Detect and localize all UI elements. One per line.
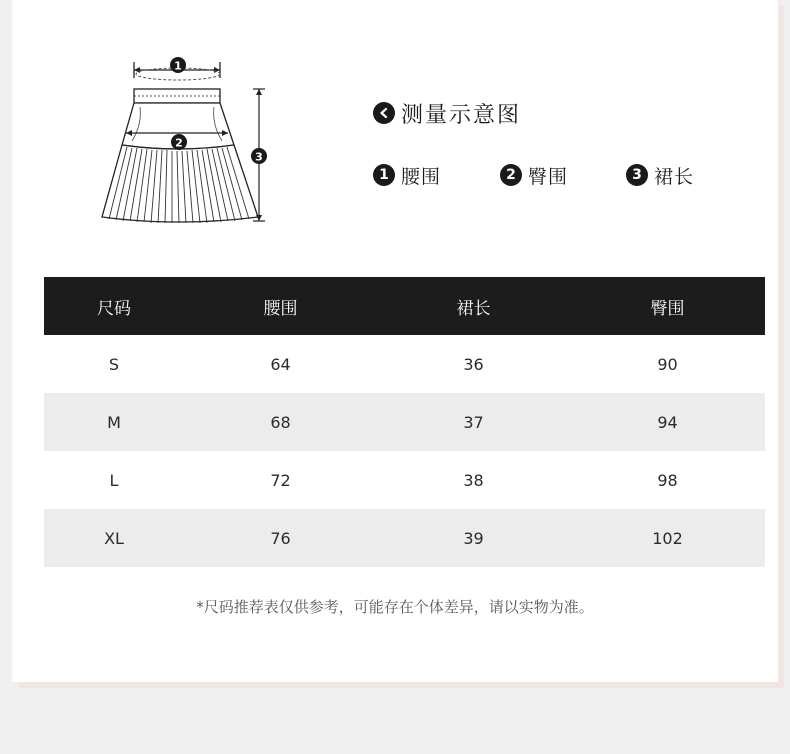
cell-length: 39	[377, 509, 570, 567]
cell-hip: 94	[570, 393, 765, 451]
cell-waist: 64	[270, 354, 291, 374]
header-length: 裙长	[377, 277, 570, 335]
legend-number: 2	[500, 164, 522, 186]
legend-number: 1	[373, 164, 395, 186]
size-table	[44, 277, 765, 567]
table-row	[44, 335, 765, 393]
skirt-diagram	[82, 45, 282, 235]
table-row	[44, 393, 765, 451]
header-size: 尺码	[44, 277, 184, 335]
header-waist: 腰围	[184, 277, 377, 335]
legend-label: 臀围	[528, 165, 569, 188]
chevron-left-icon	[373, 102, 395, 124]
legend-item-length	[626, 161, 694, 189]
cell-length: 38	[463, 470, 484, 490]
legend-label: 腰围	[401, 165, 442, 188]
diagram-title-text: 测量示意图	[401, 102, 522, 128]
cell-size: M	[44, 393, 184, 451]
cell-hip: 102	[570, 509, 765, 567]
length-marker	[251, 148, 267, 164]
table-row	[44, 451, 765, 509]
legend-number: 3	[626, 164, 648, 186]
table-row	[44, 509, 765, 567]
cell-size: L	[109, 470, 119, 490]
legend-label: 裙长	[654, 165, 695, 188]
diagram-title	[373, 96, 521, 130]
table-header-row	[44, 277, 765, 335]
cell-hip: 90	[657, 354, 678, 374]
legend-item-hip	[500, 161, 568, 189]
cell-length: 36	[463, 354, 484, 374]
cell-waist: 76	[184, 509, 377, 567]
skirt-illustration	[82, 45, 282, 235]
header-hip: 臀围	[570, 277, 765, 335]
cell-hip: 98	[657, 470, 678, 490]
cell-size: XL	[44, 509, 184, 567]
svg-text:2: 2	[175, 136, 183, 150]
waist-marker	[170, 57, 186, 73]
legend-item-waist	[373, 161, 441, 189]
cell-length: 37	[377, 393, 570, 451]
disclaimer-note: *尺码推荐表仅供参考，可能存在个体差异，请以实物为准。	[196, 598, 594, 616]
hip-marker	[171, 134, 187, 150]
size-chart-card	[12, 0, 778, 682]
cell-waist: 72	[270, 470, 291, 490]
cell-size: S	[108, 354, 120, 374]
svg-text:3: 3	[255, 150, 263, 164]
cell-waist: 68	[184, 393, 377, 451]
svg-text:1: 1	[174, 59, 182, 73]
